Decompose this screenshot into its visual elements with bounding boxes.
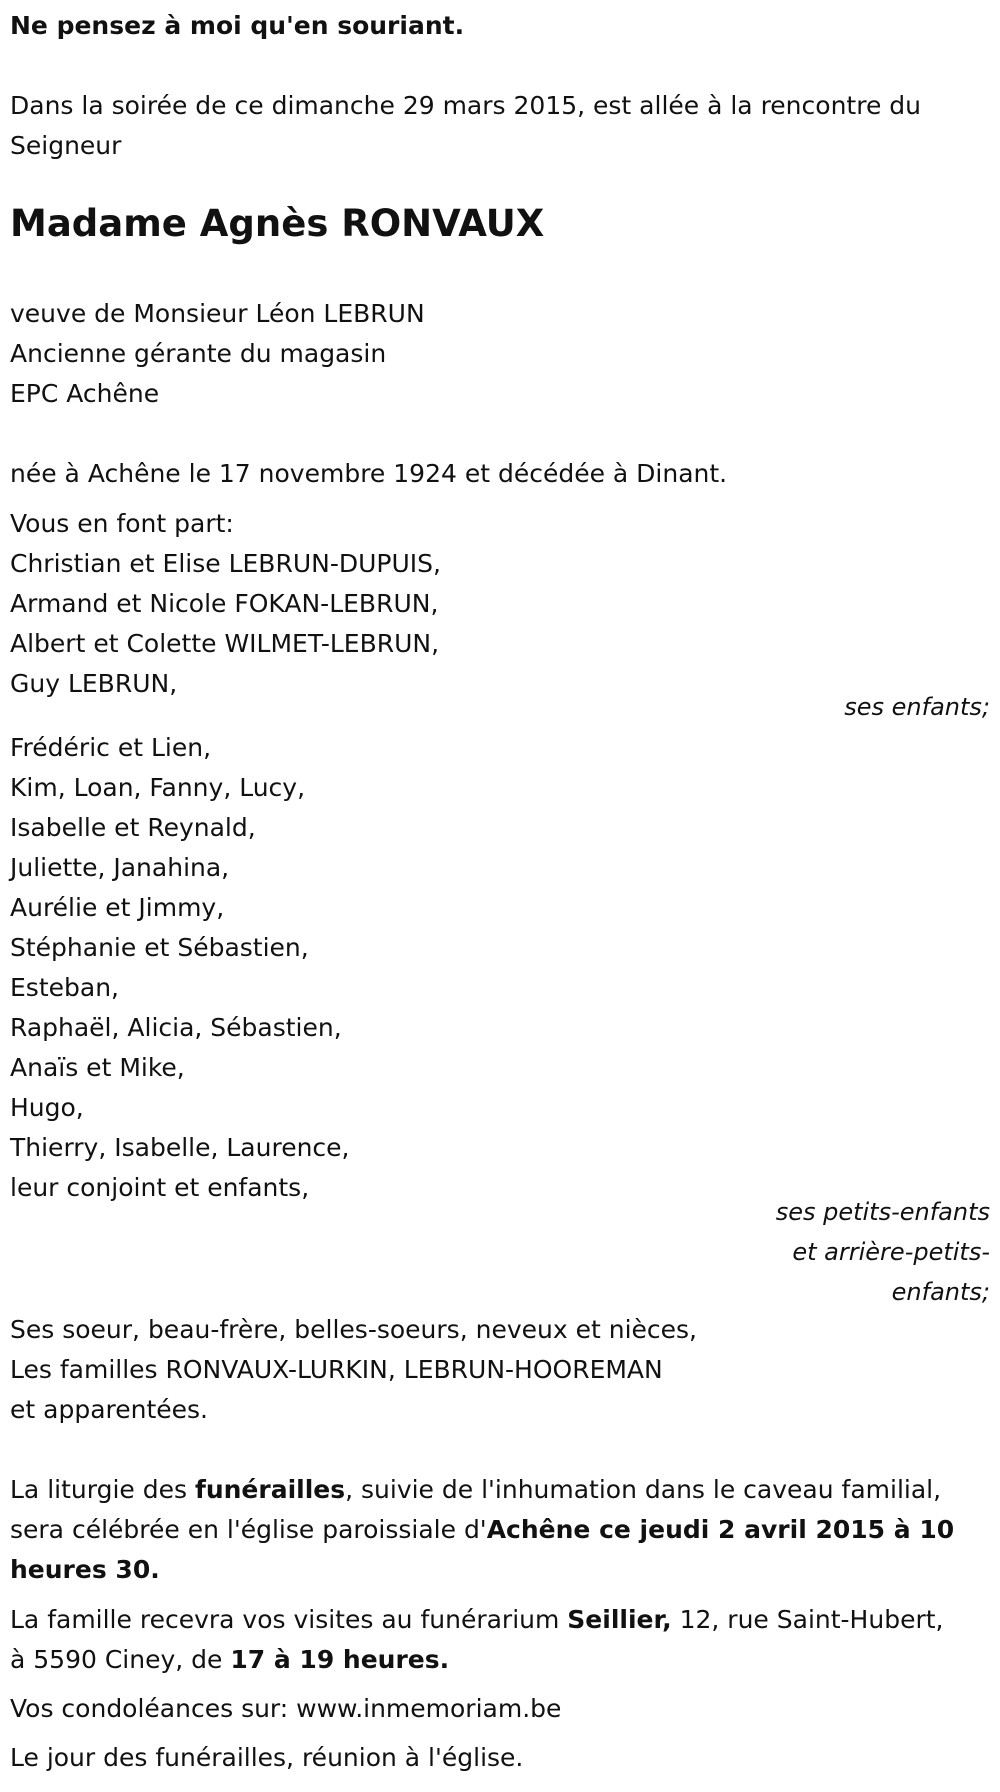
liturgy-text: sera célébrée en l'église paroissiale d'	[10, 1515, 487, 1544]
grandchild-entry: Stéphanie et Sébastien,	[10, 933, 309, 962]
visits-text: 12, rue Saint-Hubert,	[671, 1605, 944, 1634]
grandchild-entry: Raphaël, Alicia, Sébastien,	[10, 1013, 342, 1042]
detail-line: Ancienne gérante du magasin	[10, 339, 387, 368]
grandchild-entry: Isabelle et Reynald,	[10, 813, 256, 842]
relatives-line: Ses soeur, beau-frère, belles-soeurs, neveux et nièces,	[10, 1315, 697, 1344]
visits-text: à 5590 Ciney, de	[10, 1645, 231, 1674]
detail-line: EPC Achêne	[10, 379, 160, 408]
liturgy-line	[10, 1510, 990, 1550]
grandchildren-label	[590, 1192, 990, 1312]
grandchild-entry: Aurélie et Jimmy,	[10, 893, 225, 922]
visits-line	[10, 1640, 990, 1680]
grandchildren-list	[10, 728, 990, 1208]
grandchild-entry: leur conjoint et enfants,	[10, 1173, 310, 1202]
deceased-name: Madame Agnès RONVAUX	[10, 202, 545, 245]
announcement-line: Seigneur	[10, 131, 122, 160]
liturgy-line: heures 30.	[10, 1555, 160, 1584]
birth-death-line: née à Achêne le 17 novembre 1924 et décédée à Dinant.	[10, 459, 728, 488]
detail-line: veuve de Monsieur Léon LEBRUN	[10, 299, 425, 328]
grandchildren-label-line: et arrière-petits-	[792, 1238, 990, 1266]
grandchild-entry: Frédéric et Lien,	[10, 733, 212, 762]
relatives-line: Les familles RONVAUX-LURKIN, LEBRUN-HOOREMAN	[10, 1355, 663, 1384]
visits-paragraph	[10, 1600, 990, 1680]
condolences-line: Vos condoléances sur: www.inmemoriam.be	[10, 1694, 562, 1723]
children-list	[10, 504, 990, 704]
grandchild-entry: Anaïs et Mike,	[10, 1053, 185, 1082]
final-note: Le jour des funérailles, réunion à l'église.	[10, 1743, 524, 1772]
announcement	[10, 86, 990, 166]
grandchild-entry: Thierry, Isabelle, Laurence,	[10, 1133, 350, 1162]
grandchildren-label-line: enfants;	[891, 1278, 990, 1306]
announcement-line: Dans la soirée de ce dimanche 29 mars 2015, est allée à la rencontre du	[10, 91, 921, 120]
grandchild-entry: Juliette, Janahina,	[10, 853, 230, 882]
relatives	[10, 1310, 990, 1430]
liturgy-text: , suivie de l'inhumation dans le caveau familial,	[345, 1475, 942, 1504]
child-entry: Armand et Nicole FOKAN-LEBRUN,	[10, 589, 439, 618]
grandchildren-label-line: ses petits-enfants	[775, 1198, 990, 1226]
children-label: ses enfants;	[844, 693, 990, 721]
child-entry: Guy LEBRUN,	[10, 669, 178, 698]
details	[10, 294, 990, 414]
visits-text: La famille recevra vos visites au funérarium	[10, 1605, 568, 1634]
liturgy-bold: Achêne ce jeudi 2 avril 2015 à 10	[486, 1515, 955, 1544]
visits-line	[10, 1600, 990, 1640]
grandchild-entry: Kim, Loan, Fanny, Lucy,	[10, 773, 306, 802]
grandchild-entry: Hugo,	[10, 1093, 84, 1122]
liturgy-paragraph	[10, 1470, 990, 1590]
liturgy-line	[10, 1470, 990, 1510]
visits-bold: 17 à 19 heures.	[230, 1645, 450, 1674]
relatives-line: et apparentées.	[10, 1395, 208, 1424]
liturgy-bold: funérailles	[194, 1475, 346, 1504]
motto: Ne pensez à moi qu'en souriant.	[10, 11, 465, 40]
child-entry: Christian et Elise LEBRUN-DUPUIS,	[10, 549, 441, 578]
grandchild-entry: Esteban,	[10, 973, 119, 1002]
intro-text: Vous en font part:	[10, 509, 234, 538]
child-entry: Albert et Colette WILMET-LEBRUN,	[10, 629, 440, 658]
visits-bold: Seillier,	[567, 1605, 672, 1634]
liturgy-text: La liturgie des	[10, 1475, 195, 1504]
